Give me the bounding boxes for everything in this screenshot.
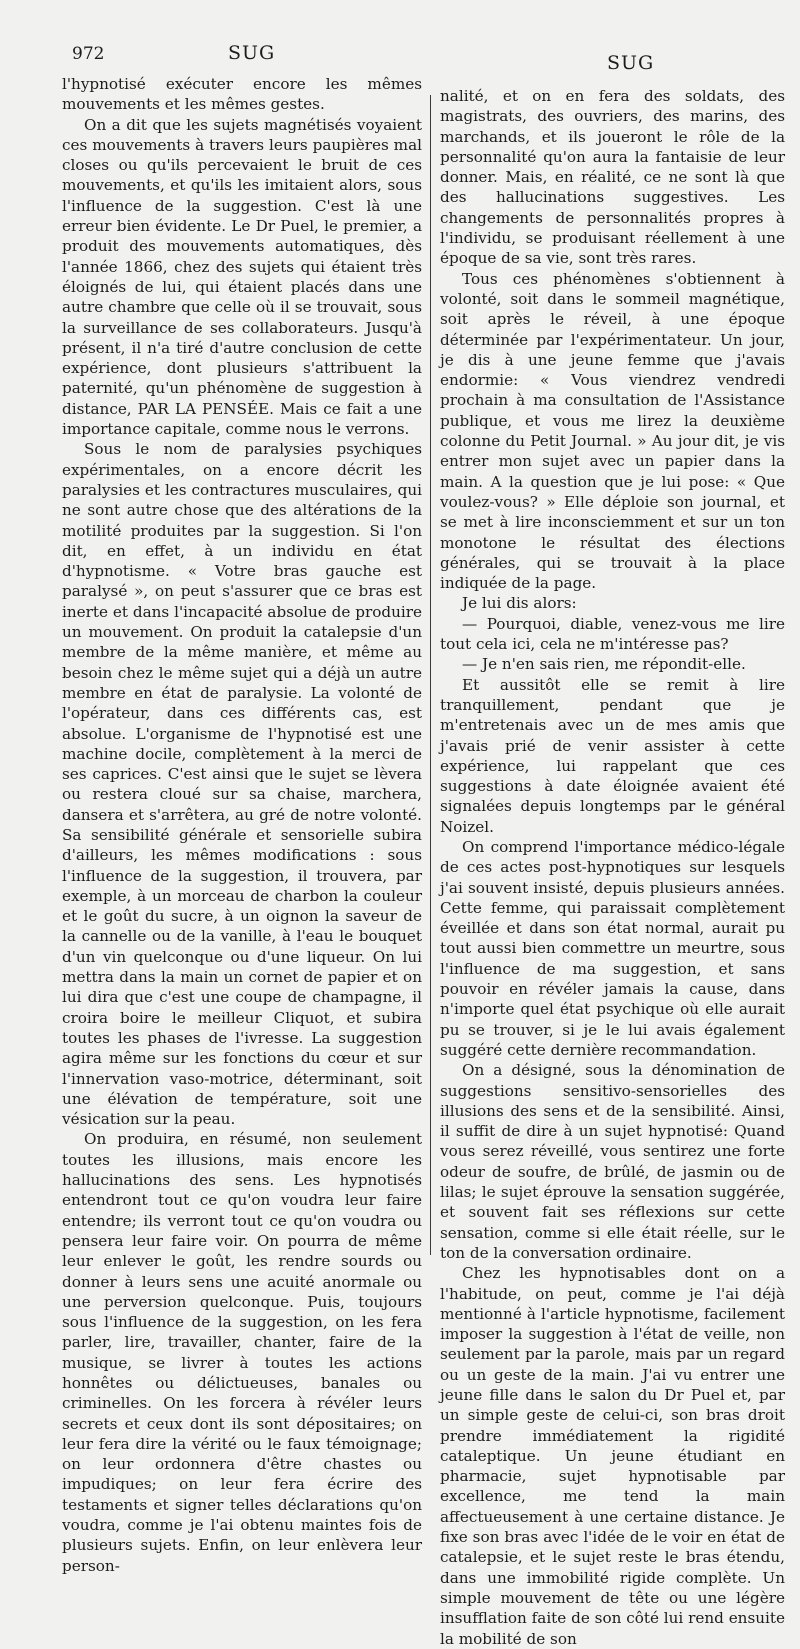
- paragraph: On a désigné, sous la dénomination de suggestions sensitivo-sensorielles des illusions des sens et de la sensibilité. Ainsi, il suffit de dire à un sujet hypnotisé: Quand vous serez réveillé, vous sentirez une forte odeur de soufre, de brûlé, de jasmin ou de lilas; le sujet éprouve la sensation suggérée, et souvent fait ses réflexions sur cette sensation, comme si elle était réelle, sur le ton de la conversation ordinaire.: [440, 1061, 785, 1262]
- paragraph: Je lui dis alors:: [462, 594, 577, 613]
- paragraph: Tous ces phénomènes s'obtiennent à volonté, soit dans le sommeil magnétique, soit après le réveil, à une époque déterminée par l'expérimentateur. Un jour, je dis à une jeune femme que j'avais endormie: « Vous viendrez vendredi prochain à ma consultation de l'Assistance publique, et vous me lirez la deuxième colonne du Petit Journal. » Au jour dit, je vis entrer mon sujet avec un papier dans la main. A la question que je lui pose: « Que voulez-vous? » Elle déploie son journal, et se met à lire inconsciemment et sur un ton monotone le résultat des élections générales, qui se trouvait à la place indiquée de la page.: [440, 269, 785, 593]
- paragraph: Et aussitôt elle se remit à lire tranquillement, pendant que je m'entretenais avec un de mes amis que j'avais prié de venir assister à cette expérience, lui rappelant que ces suggestions à date éloignée avaient été signalées depuis longtemps par le général Noizel.: [440, 675, 785, 836]
- running-head-right: SUG: [607, 52, 655, 74]
- paragraph: nalité, et on en fera des soldats, des magistrats, des ouvriers, des marins, des marchands, et ils joueront le rôle de la personnalité qu'on aura la fantaisie de leur donner. Mais, en réalité, ce ne sont là que des hallucinations suggestives. Les changements de personnalités propres à l'individu, se produisant réellement à une époque de sa vie, sont très rares.: [440, 87, 785, 268]
- paragraph: — Je n'en sais rien, me répondit-elle.: [462, 655, 746, 674]
- paragraph: — Pourquoi, diable, venez-vous me lire tout cela ici, cela ne m'intéresse pas?: [440, 614, 785, 654]
- running-head-left: SUG: [228, 42, 276, 64]
- paragraph: On a dit que les sujets magnétisés voyaient ces mouvements à travers leurs paupières mal closes ou qu'ils percevaient le bruit de ces mouvements, et qu'ils les imitaient alors, sous l'influence de la suggestion. C'est là une erreur bien évidente. Le Dr Puel, le premier, a produit des mouvements automatiques, dès l'année 1866, chez des sujets qui étaient très éloignés de lui, qui étaient placés dans une autre chambre que celle où il se trouvait, sous la surveillance de ses collaborateurs. Jusqu'à présent, il n'a tiré d'autre conclusion de cette expérience, dont plusieurs s'attribuent la paternité, qu'un phénomène de suggestion à distance, PAR LA PENSÉE. Mais ce fait a une importance capitale, comme nous le verrons.: [62, 115, 422, 439]
- right-column: [440, 86, 785, 1649]
- left-column: [62, 74, 422, 1576]
- paragraph: On comprend l'importance médico-légale de ces actes post-hypnotiques sur lesquels j'ai souvent insisté, depuis plusieurs années. Cette femme, qui paraissait complètement éveillée et dans son état normal, aurait pu tout aussi bien commettre un meurtre, sous l'influence de ma suggestion, et sans pouvoir en révéler jamais la cause, dans n'importe quel état psychique où elle aurait pu se trouver, si je le lui avais également suggéré cette dernière recommandation.: [440, 837, 785, 1059]
- paragraph: On produira, en résumé, non seulement toutes les illusions, mais encore les hallucinations des sens. Les hypnotisés entendront tout ce qu'on voudra leur faire entendre; ils verront tout ce qu'on voudra ou pensera leur faire voir. On pourra de même leur enlever le goût, les rendre sourds ou donner à leurs sens une acuité anormale ou une perversion quelconque. Puis, toujours sous l'influence de la suggestion, on les fera parler, lire, travailler, chanter, faire de la musique, se livrer à toutes les actions honnêtes ou délictueuses, banales ou criminelles. On les forcera à révéler leurs secrets et ceux dont ils sont dépositaires; on leur fera dire la vérité ou le faux témoignage; on leur ordonnera d'être chastes ou impudiques; on leur fera écrire des testaments et signer telles déclarations qu'on voudra, comme je l'ai obtenu maintes fois de plusieurs sujets. Enfin, on leur enlèvera leur person-: [62, 1130, 422, 1575]
- paragraph: l'hypnotisé exécuter encore les mêmes mouvements et les mêmes gestes.: [62, 75, 422, 114]
- column-divider: [430, 95, 431, 1255]
- paragraph: Sous le nom de paralysies psychiques expérimentales, on a encore décrit les paralysies et les contractures musculaires, qui ne sont autre chose que des altérations de la motilité produites par la suggestion. Si l'on dit, en effet, à un individu en état d'hypnotisme. « Votre bras gauche est paralysé », on peut s'assurer que ce bras est inerte et dans l'incapacité absolue de produire un mouvement. On produit la catalepsie d'un membre de la même manière, et même au besoin chez le même sujet qui a déjà un autre membre en état de paralysie. La volonté de l'opérateur, dans ces différents cas, est absolue. L'organisme de l'hypnotisé est une machine docile, complètement à la merci de ses caprices. C'est ainsi que le sujet se lèvera ou restera cloué sur sa chaise, marchera, dansera et s'arrêtera, au gré de notre volonté. Sa sensibilité générale et sensorielle subira d'ailleurs, les mêmes modifications : sous l'influence de la suggestion, il trouvera, par exemple, à un morceau de charbon la couleur et le goût du sucre, à un oignon la saveur de la cannelle ou de la vanille, à l'eau le bouquet d'un vin quelconque ou d'une liqueur. On lui mettra dans la main un cornet de papier et on lui dira que c'est une coupe de champagne, il croira boire le meilleur Cliquot, et subira toutes les phases de l'ivresse. La suggestion agira même sur les fonctions du cœur et sur l'innervation vaso-motrice, déterminant, soit une élévation de température, soit une vésication sur la peau.: [62, 440, 422, 1129]
- page-number: 972: [72, 44, 105, 64]
- paragraph: Chez les hypnotisables dont on a l'habitude, on peut, comme je l'ai déjà mentionné à l'article hypnotisme, facilement imposer la suggestion à l'état de veille, non seulement par la parole, mais par un regard ou un geste de la main. J'ai vu entrer une jeune fille dans le salon du Dr Puel et, par un simple geste de celui-ci, son bras droit prendre immédiatement la rigidité cataleptique. Un jeune étudiant en pharmacie, sujet hypnotisable par excellence, me tend la main affectueusement à une certaine distance. Je fixe son bras avec l'idée de le voir en état de catalepsie, et le sujet reste le bras étendu, dans une immobilité rigide complète. Un simple mouvement de tête ou une légère insufflation faite de son côté lui rend ensuite la mobilité de son: [440, 1264, 785, 1648]
